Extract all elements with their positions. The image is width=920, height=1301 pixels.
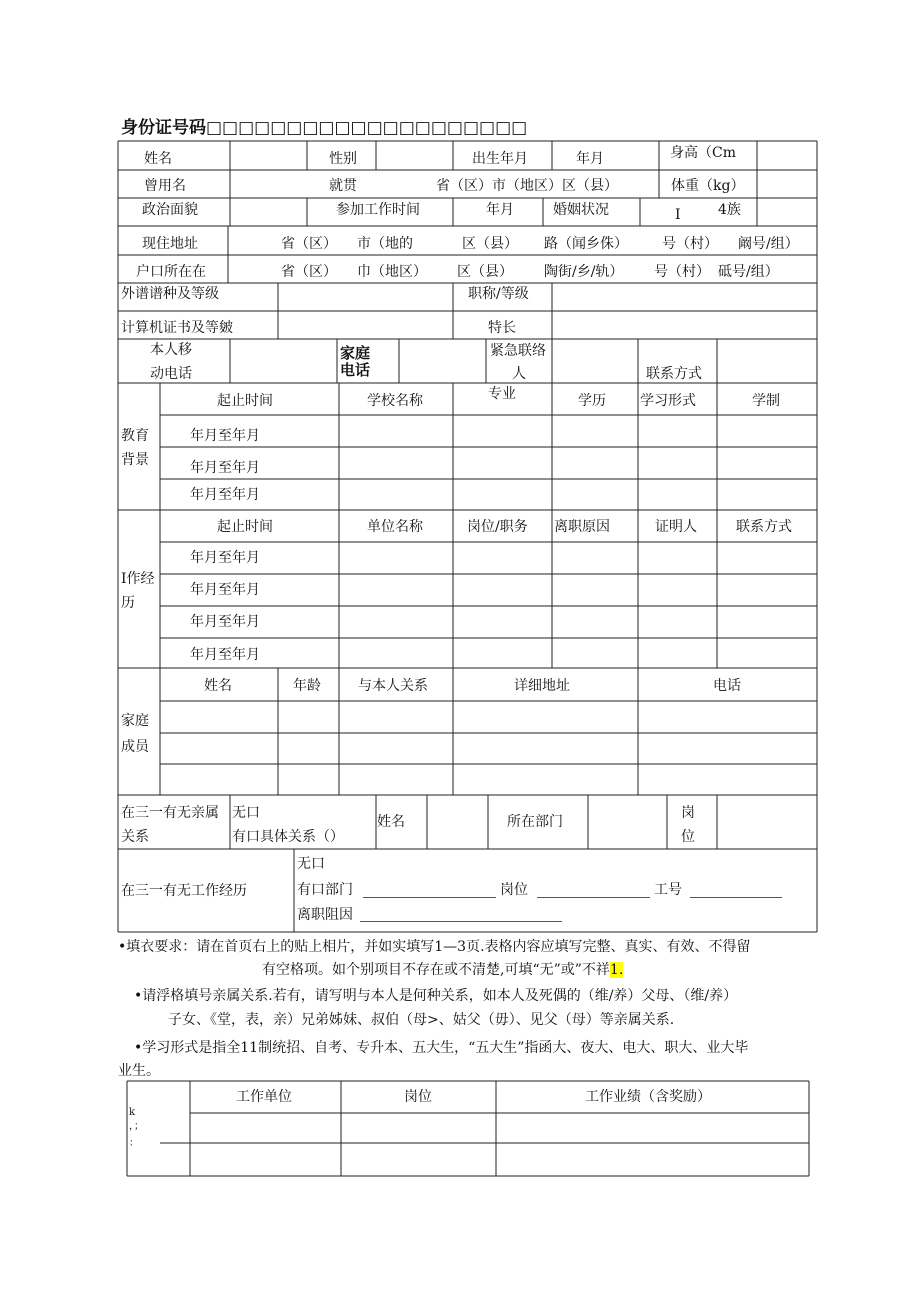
work-header-post: 岗位/职务 [467, 519, 528, 535]
address-city: 市（地的 [357, 236, 413, 252]
label-birth: 出生年月 [472, 151, 528, 167]
work-header-company: 单位名称 [367, 519, 423, 535]
label-home-phone-2: 电话 [340, 361, 371, 379]
family-section-1: 家庭 [121, 713, 149, 729]
native-place-fill: 省（区）市（地区）区（县） [436, 178, 618, 194]
label-work-start: 参加工作时间 [336, 202, 420, 218]
id-number-boxes: □□□□□□□□□□□□□□□□□□□□ [206, 118, 528, 138]
label-mobile-1: 本人移 [150, 342, 192, 358]
education-section-2: 背景 [121, 452, 149, 468]
work-section-2: 历 [121, 595, 135, 611]
label-ethnic: 4族 [718, 202, 741, 218]
hukou-district: 区（县） [457, 264, 513, 280]
label-mobile-2: 动电话 [150, 366, 192, 382]
edu-header-degree: 学历 [578, 393, 606, 409]
achievement-side-1: k [129, 1107, 136, 1118]
hukou-group: 砥号/组） [718, 264, 779, 280]
hukou-number: 号（村） [654, 264, 710, 280]
label-political: 政治面貌 [142, 202, 198, 218]
family-header-age: 年龄 [293, 678, 321, 694]
address-road: 路（闻乡侏） [544, 236, 628, 252]
relatives-name-label: 姓名 [377, 814, 405, 830]
label-native-place: 就贯 [329, 178, 357, 194]
note-fill-requirement-1: •填衣要求：请在首页右上的贴上相片，并如实填写1—3页.表格内容应填写完整、真实、有效、不得留 [118, 939, 751, 955]
achievement-header-performance: 工作业绩（含奖励） [585, 1089, 711, 1105]
label-foreign-lang: 外谱谱种及等级 [121, 286, 219, 302]
achievement-side-3: ： [129, 1138, 139, 1149]
edu-row-3-period: 年月至年月 [190, 487, 260, 503]
prior-work-post-label: 岗位 [500, 882, 528, 898]
note-fill-requirement-2: 有空格项。如个别项目不存在或不清楚,可填“无”或”不祥1. [262, 962, 624, 978]
edu-header-period: 起止时间 [217, 393, 273, 409]
work-section-1: I作经 [121, 571, 155, 587]
note-relatives-1: •请浮格填号亲属关系.若有，请写明与本人是何种关系，如本人及死偶的（维/养）父母、（维/养） [134, 988, 738, 1004]
prior-work-reason-line[interactable] [360, 921, 562, 922]
label-name: 姓名 [144, 151, 172, 167]
work-header-referee: 证明人 [655, 519, 697, 535]
note-relatives-2: 子女、《堂，表，亲）兄弟姊妹、叔伯（母>、姑父（毋）、见父（母）等亲属关系. [168, 1012, 675, 1028]
family-header-address: 详细地址 [514, 678, 570, 694]
family-header-relation: 与本人关系 [358, 678, 428, 694]
achievement-header-company: 工作单位 [236, 1089, 292, 1105]
label-title: 职称/等级 [468, 286, 529, 302]
address-number: 号（村） [662, 236, 718, 252]
highlight-mark: 1. [609, 962, 624, 978]
prior-work-emp-no-label: 工号 [654, 882, 682, 898]
note-study-mode-1: •学习形式是指全11制统招、自考、专升本、五大生，“五大生”指函大、夜大、电大、职大、业大毕 [134, 1040, 749, 1056]
work-start-fill: 年月 [486, 202, 514, 218]
address-group: 阚号/组） [738, 236, 799, 252]
relatives-none-option[interactable]: 无口 [232, 805, 260, 821]
label-hukou: 户口所在在 [136, 264, 206, 280]
label-gender: 性别 [329, 151, 357, 167]
label-height: 身高（Cm [670, 145, 736, 161]
family-header-name: 姓名 [204, 678, 232, 694]
label-weight: 体重（kg） [671, 178, 745, 194]
education-section-1: 教育 [121, 428, 149, 444]
edu-header-mode: 学习形式 [640, 393, 696, 409]
label-specialty: 特长 [488, 320, 516, 336]
relatives-label-2: 关系 [121, 829, 149, 845]
edu-header-major: 专业 [488, 386, 516, 402]
edu-header-length: 学制 [752, 393, 780, 409]
work-row-1-period: 年月至年月 [190, 550, 260, 566]
birth-year-month: 年月 [576, 151, 604, 167]
relatives-dept-label: 所在部门 [507, 814, 563, 830]
relatives-has-option[interactable]: 有口具体关系（） [232, 829, 344, 845]
hukou-street: 陶街/乡/轨） [544, 264, 624, 280]
edu-row-1-period: 年月至年月 [190, 428, 260, 444]
label-former-name: 曾用名 [144, 178, 186, 194]
family-header-phone: 电话 [713, 678, 741, 694]
relatives-post-label-1: 岗 [681, 805, 695, 821]
label-marital: 婚姻状况 [553, 202, 609, 218]
edu-row-2-period: 年月至年月 [190, 460, 260, 476]
prior-work-dept-line[interactable] [363, 897, 496, 898]
hukou-city: 巾（地区） [357, 264, 427, 280]
work-header-period: 起止时间 [217, 519, 273, 535]
prior-work-label: 在三一有无工作经历 [121, 883, 247, 899]
work-row-3-period: 年月至年月 [190, 614, 260, 630]
work-row-4-period: 年月至年月 [190, 647, 260, 663]
label-contact: 联系方式 [646, 366, 702, 382]
achievement-header-post: 岗位 [404, 1089, 432, 1105]
id-number-label: 身份证号码 [121, 118, 206, 138]
address-province: 省（区） [281, 236, 337, 252]
relatives-post-label-2: 位 [681, 829, 695, 845]
work-header-contact: 联系方式 [736, 519, 792, 535]
relatives-label-1: 在三一有无亲属 [121, 805, 219, 821]
address-district: 区（县） [462, 236, 518, 252]
achievement-side-2: ，； [129, 1121, 144, 1132]
family-section-2: 成员 [121, 739, 149, 755]
prior-work-dept-label[interactable]: 有口部门 [297, 882, 353, 898]
ethnic-mark: I [675, 207, 681, 223]
label-computer: 计算机证书及等皴 [121, 320, 233, 336]
prior-work-none-option[interactable]: 无口 [297, 856, 325, 872]
prior-work-post-line[interactable] [537, 897, 650, 898]
hukou-province: 省（区） [281, 264, 337, 280]
note-study-mode-2: 业生。 [118, 1063, 160, 1079]
edu-header-school: 学校名称 [367, 393, 423, 409]
work-header-reason: 离职原因 [554, 519, 610, 535]
label-home-phone-1: 家庭 [340, 344, 371, 362]
label-emergency-1: 紧急联络 [490, 343, 546, 359]
prior-work-reason-label: 离职阻因 [297, 907, 353, 923]
prior-work-emp-no-line[interactable] [690, 897, 782, 898]
work-row-2-period: 年月至年月 [190, 582, 260, 598]
label-emergency-2: 人 [512, 366, 526, 382]
label-address: 现住地址 [142, 236, 198, 252]
